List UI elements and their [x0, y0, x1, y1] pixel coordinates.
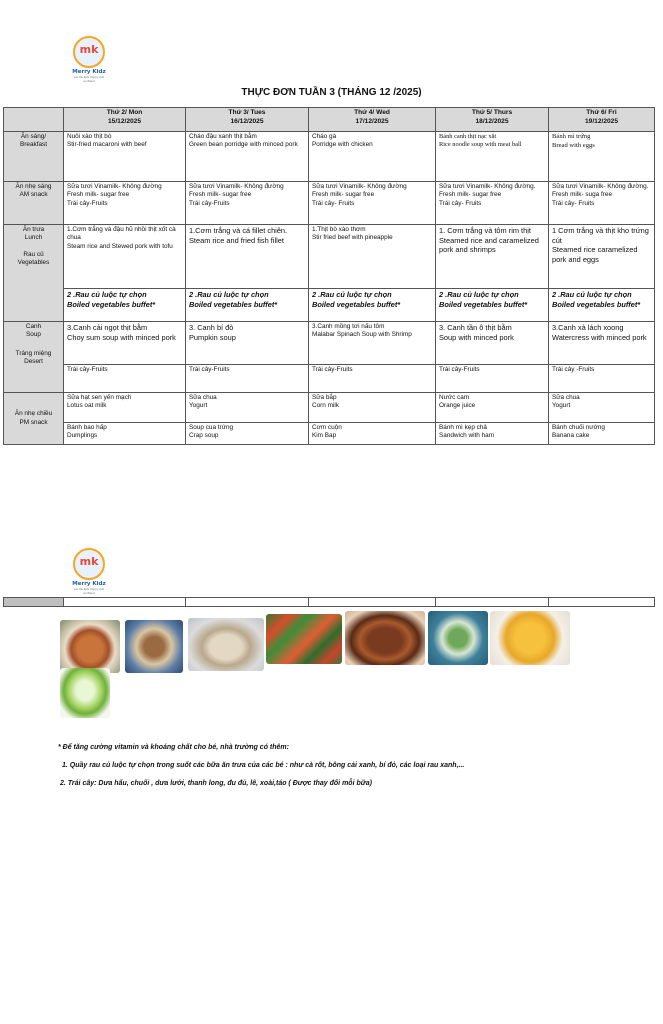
strip-cell [186, 598, 309, 607]
menu-cell: 3. Canh tần ô thịt bằm Soup with minced pork [436, 322, 549, 365]
menu-cell: Trái cây-Fruits [186, 365, 309, 393]
stir-fried-beans-photo [266, 614, 342, 664]
menu-cell: Sữa tươi Vinamilk- Không đường Fresh milk- sugar free Trái cây- Fruits [309, 182, 436, 225]
menu-cell: Trái cây -Fruits [549, 365, 655, 393]
menu-cell: Bánh chuối nướng Banana cake [549, 423, 655, 445]
egg-soup-photo [490, 611, 570, 665]
day-header: Thứ 5/ Thurs 18/12/2025 [436, 108, 549, 132]
empty-header-strip [3, 597, 655, 607]
menu-cell: 3.Canh mồng tơi nấu tôm Malabar Spinach Soup with Shrimp [309, 322, 436, 365]
menu-cell: Cháo đậu xanh thịt bằm Green bean porridge with minced pork [186, 132, 309, 182]
logo-name: Merry Kidz [72, 581, 106, 587]
noodle-soup-photo [60, 620, 120, 673]
menu-cell: Cơm cuộn Kim Bap [309, 423, 436, 445]
menu-cell: Soup cua trứng Crap soup [186, 423, 309, 445]
pm-snack-row [4, 393, 655, 423]
strip-cell [309, 598, 436, 607]
dessert-row [4, 365, 655, 393]
menu-cell: Bánh mì trứng Bread with eggs [549, 132, 655, 182]
notes-item-fruits: 2. Trái cây: Dưa hấu, chuối , dưa lưới, thanh long, đu đủ, lê, xoài,táo ( Được thay đổi mỗi bữa) [60, 780, 372, 787]
menu-cell: 1.Thịt bò xào thơm Stir fried beef with pineapple [309, 225, 436, 289]
logo-emblem-icon [73, 548, 105, 580]
lunch-label: Ăn trưa Lunch Rau củ Vegetables [4, 225, 64, 322]
am-snack-row [4, 182, 655, 225]
logo-name: Merry Kidz [72, 69, 106, 75]
menu-cell: 3.Canh xà lách xoong Watercress with minced pork [549, 322, 655, 365]
breakfast-label: Ăn sáng/ Breakfast [4, 132, 64, 182]
menu-cell: 3.Canh cải ngọt thịt bằm Choy sum soup with minced pork [64, 322, 186, 365]
menu-cell: Sữa tươi Vinamilk- Không đường Fresh milk- sugar free Trái cây-Fruits [186, 182, 309, 225]
menu-cell: Sữa chua Yogurt [186, 393, 309, 423]
menu-cell: Sữa hạt sen yến mạch Lotus oat milk [64, 393, 186, 423]
menu-cell: 1. Cơm trắng và tôm rim thịt Steamed rice and caramelized pork and shrimps [436, 225, 549, 289]
am-snack-label: Ăn nhẹ sáng AM snack [4, 182, 64, 225]
menu-cell: Bánh bao hấp Dumplings [64, 423, 186, 445]
menu-cell: 1.Cơm trắng và cá fillet chiên. Steam rice and fried fish fillet [186, 225, 309, 289]
menu-cell: Trái cây-Fruits [64, 365, 186, 393]
menu-cell: 2 .Rau củ luộc tự chọn Boiled vegetables buffet* [186, 289, 309, 322]
day-header: Thứ 4/ Wed 17/12/2025 [309, 108, 436, 132]
menu-cell: 2 .Rau củ luộc tự chọn Boiled vegetables buffet* [436, 289, 549, 322]
menu-cell: 1 Cơm trắng và thịt kho trứng cút Steamed rice caramelized pork and eggs [549, 225, 655, 289]
school-logo-2 [68, 548, 110, 595]
menu-cell: Trái cây-Fruits [309, 365, 436, 393]
lunch-row [4, 225, 655, 289]
gourd-soup-photo [428, 611, 488, 665]
pm-snack-food-row [4, 423, 655, 445]
menu-cell: Trái cây-Fruits [436, 365, 549, 393]
notes-item-vegetables: 1. Quầy rau củ luộc tự chọn trong suốt các bữa ăn trưa của các bé : như cà rốt, bông cải xanh, bí đỏ, các loại rau xanh,... [62, 762, 465, 769]
menu-cell: 1.Cơm trắng và đậu hũ nhồi thịt xốt cà chua Steam rice and Stewed pork with tofu [64, 225, 186, 289]
soup-row [4, 322, 655, 365]
strip-cell [4, 598, 64, 607]
meatball-soup-photo [125, 620, 183, 673]
logo-tagline: Let the kids happy and confident [73, 75, 105, 83]
menu-cell: Bánh mì kẹp chả Sandwich with ham [436, 423, 549, 445]
weekly-menu-table [3, 107, 655, 445]
day-header: Thứ 6/ Fri 19/12/2025 [549, 108, 655, 132]
pm-snack-label: Ăn nhẹ chiều PM snack [4, 393, 64, 445]
menu-cell: Bánh canh thịt nạc xắt Rice noodle soup with meat ball [436, 132, 549, 182]
menu-cell: 3. Canh bí đỏ Pumpkin soup [186, 322, 309, 365]
menu-cell: 2 .Rau củ luộc tự chọn Boiled vegetables buffet* [549, 289, 655, 322]
strip-cell [436, 598, 549, 607]
menu-cell: Nuôi xào thịt bò Stir-fried macaroni with beef [64, 132, 186, 182]
soup-label: Canh Soup Tráng miệng Desert [4, 322, 64, 393]
menu-title: THỰC ĐƠN TUẦN 3 (THÁNG 12 /2025) [241, 87, 422, 98]
header-row [4, 108, 655, 132]
lime-drink-photo [60, 668, 110, 718]
menu-cell: Nước cam Orange juice [436, 393, 549, 423]
nutrition-notes [58, 744, 638, 798]
breakfast-row [4, 132, 655, 182]
menu-cell: Sữa tươi Vinamilk- Không đường. Fresh milk- sugar free Trái cây- Fruits [436, 182, 549, 225]
strip-cell [64, 598, 186, 607]
menu-cell: 2 .Rau củ luộc tự chọn Boiled vegetables buffet* [64, 289, 186, 322]
menu-cell: Cháo gà Porridge with chicken [309, 132, 436, 182]
logo-tagline: Let the kids happy and confident [73, 587, 105, 595]
school-logo [68, 36, 110, 83]
vegetables-row [4, 289, 655, 322]
menu-cell: Sữa chua Yogurt [549, 393, 655, 423]
fish-soup-photo [188, 618, 264, 671]
header-corner [4, 108, 64, 132]
menu-cell: 2 .Rau củ luộc tự chọn Boiled vegetables buffet* [309, 289, 436, 322]
notes-intro: * Để tăng cường vitamin và khoáng chất cho bé, nhà trường có thêm: [58, 744, 289, 751]
logo-emblem-icon [73, 36, 105, 68]
strip-cell [549, 598, 655, 607]
menu-cell: Sữa bắp Corn milk [309, 393, 436, 423]
braised-pork-photo [345, 611, 425, 665]
day-header: Thứ 2/ Mon 15/12/2025 [64, 108, 186, 132]
day-header: Thứ 3/ Tues 16/12/2025 [186, 108, 309, 132]
menu-cell: Sữa tươi Vinamilk- Không đường Fresh milk- sugar free Trái cây-Fruits [64, 182, 186, 225]
menu-cell: Sữa tươi Vinamilk- Không đường. Fresh milk- suga free Trái cây- Fruits [549, 182, 655, 225]
